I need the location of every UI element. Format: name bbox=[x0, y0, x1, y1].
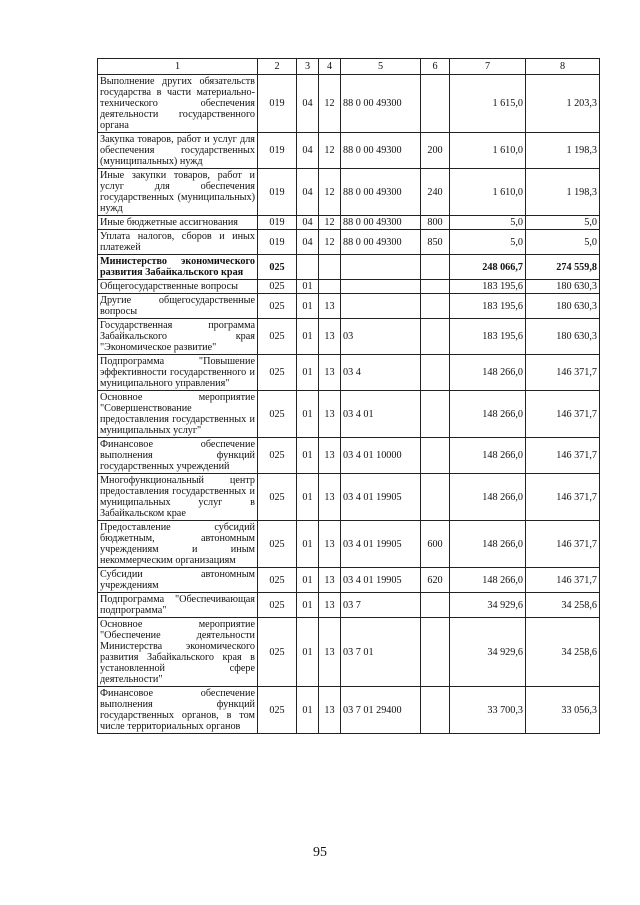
department-code-cell: 025 bbox=[258, 593, 297, 618]
amount-year1-cell: 148 266,0 bbox=[450, 474, 526, 521]
amount-year1-cell: 148 266,0 bbox=[450, 521, 526, 568]
department-code-cell: 025 bbox=[258, 280, 297, 294]
target-article-cell bbox=[341, 294, 421, 319]
section-code-cell: 01 bbox=[297, 687, 319, 734]
target-article-cell: 03 4 01 19905 bbox=[341, 521, 421, 568]
subsection-code-cell: 12 bbox=[319, 169, 341, 216]
table-row bbox=[98, 355, 600, 391]
section-code-cell: 01 bbox=[297, 474, 319, 521]
expense-type-cell bbox=[421, 255, 450, 280]
table-row bbox=[98, 230, 600, 255]
amount-year1-cell: 1 610,0 bbox=[450, 169, 526, 216]
section-code-cell: 04 bbox=[297, 169, 319, 216]
expense-type-cell bbox=[421, 593, 450, 618]
expense-name-cell: Министерство экономического развития Забайкальского края bbox=[98, 255, 258, 280]
expense-type-cell bbox=[421, 75, 450, 133]
expense-name-cell: Предоставление субсидий бюджетным, автономным учреждениям и иным некоммерческим организациям bbox=[98, 521, 258, 568]
target-article-cell: 88 0 00 49300 bbox=[341, 75, 421, 133]
section-code-cell: 04 bbox=[297, 230, 319, 255]
expense-name-cell: Другие общегосударственные вопросы bbox=[98, 294, 258, 319]
expense-type-cell bbox=[421, 474, 450, 521]
table-row bbox=[98, 280, 600, 294]
expense-type-cell bbox=[421, 618, 450, 687]
section-code-cell: 01 bbox=[297, 593, 319, 618]
target-article-cell: 03 bbox=[341, 319, 421, 355]
table-row bbox=[98, 474, 600, 521]
table-row bbox=[98, 438, 600, 474]
expense-type-cell: 800 bbox=[421, 216, 450, 230]
target-article-cell bbox=[341, 280, 421, 294]
subsection-code-cell: 13 bbox=[319, 521, 341, 568]
department-code-cell: 025 bbox=[258, 255, 297, 280]
expense-name-cell: Иные закупки товаров, работ и услуг для обеспечения государственных (муниципальных) нужд bbox=[98, 169, 258, 216]
subsection-code-cell: 13 bbox=[319, 568, 341, 593]
department-code-cell: 025 bbox=[258, 474, 297, 521]
target-article-cell: 03 4 01 19905 bbox=[341, 474, 421, 521]
expense-name-cell: Субсидии автономным учреждениям bbox=[98, 568, 258, 593]
section-code-cell: 04 bbox=[297, 133, 319, 169]
column-header: 1 bbox=[98, 59, 258, 75]
subsection-code-cell: 13 bbox=[319, 687, 341, 734]
target-article-cell: 03 7 bbox=[341, 593, 421, 618]
expense-type-cell bbox=[421, 438, 450, 474]
column-header: 8 bbox=[526, 59, 600, 75]
amount-year1-cell: 1 610,0 bbox=[450, 133, 526, 169]
target-article-cell: 03 4 01 19905 bbox=[341, 568, 421, 593]
column-header: 3 bbox=[297, 59, 319, 75]
table-header-row bbox=[98, 59, 600, 75]
section-code-cell bbox=[297, 255, 319, 280]
target-article-cell: 03 7 01 bbox=[341, 618, 421, 687]
subsection-code-cell: 13 bbox=[319, 319, 341, 355]
section-code-cell: 01 bbox=[297, 355, 319, 391]
expense-name-cell: Многофункциональный центр предоставления государственных и муниципальных услуг в Забайкальском крае bbox=[98, 474, 258, 521]
expense-name-cell: Подпрограмма "Повышение эффективности государственного и муниципального управления" bbox=[98, 355, 258, 391]
amount-year2-cell: 180 630,3 bbox=[526, 319, 600, 355]
expense-type-cell bbox=[421, 294, 450, 319]
table-row bbox=[98, 75, 600, 133]
table-row bbox=[98, 593, 600, 618]
department-code-cell: 025 bbox=[258, 355, 297, 391]
subsection-code-cell bbox=[319, 280, 341, 294]
table-row bbox=[98, 568, 600, 593]
column-header: 7 bbox=[450, 59, 526, 75]
amount-year1-cell: 183 195,6 bbox=[450, 319, 526, 355]
amount-year2-cell: 33 056,3 bbox=[526, 687, 600, 734]
amount-year2-cell: 1 198,3 bbox=[526, 133, 600, 169]
section-code-cell: 01 bbox=[297, 521, 319, 568]
department-code-cell: 019 bbox=[258, 230, 297, 255]
amount-year2-cell: 274 559,8 bbox=[526, 255, 600, 280]
table-row bbox=[98, 521, 600, 568]
amount-year1-cell: 248 066,7 bbox=[450, 255, 526, 280]
expense-type-cell bbox=[421, 280, 450, 294]
amount-year1-cell: 148 266,0 bbox=[450, 568, 526, 593]
table-row bbox=[98, 133, 600, 169]
target-article-cell: 88 0 00 49300 bbox=[341, 169, 421, 216]
department-code-cell: 025 bbox=[258, 568, 297, 593]
subsection-code-cell: 12 bbox=[319, 216, 341, 230]
expense-type-cell: 620 bbox=[421, 568, 450, 593]
department-code-cell: 025 bbox=[258, 391, 297, 438]
subsection-code-cell: 13 bbox=[319, 593, 341, 618]
table-row bbox=[98, 294, 600, 319]
amount-year2-cell: 146 371,7 bbox=[526, 521, 600, 568]
subsection-code-cell: 12 bbox=[319, 230, 341, 255]
expense-name-cell: Подпрограмма "Обеспечивающая подпрограмма" bbox=[98, 593, 258, 618]
amount-year1-cell: 183 195,6 bbox=[450, 294, 526, 319]
expense-type-cell: 240 bbox=[421, 169, 450, 216]
table-body bbox=[98, 75, 600, 734]
amount-year1-cell: 148 266,0 bbox=[450, 391, 526, 438]
target-article-cell: 03 7 01 29400 bbox=[341, 687, 421, 734]
table-row bbox=[98, 391, 600, 438]
amount-year2-cell: 34 258,6 bbox=[526, 618, 600, 687]
department-code-cell: 025 bbox=[258, 687, 297, 734]
amount-year2-cell: 5,0 bbox=[526, 230, 600, 255]
department-code-cell: 019 bbox=[258, 169, 297, 216]
amount-year2-cell: 34 258,6 bbox=[526, 593, 600, 618]
target-article-cell: 03 4 bbox=[341, 355, 421, 391]
department-code-cell: 025 bbox=[258, 521, 297, 568]
subsection-code-cell: 13 bbox=[319, 294, 341, 319]
department-code-cell: 025 bbox=[258, 294, 297, 319]
expense-name-cell: Общегосударственные вопросы bbox=[98, 280, 258, 294]
amount-year2-cell: 146 371,7 bbox=[526, 355, 600, 391]
expense-type-cell: 850 bbox=[421, 230, 450, 255]
amount-year1-cell: 5,0 bbox=[450, 230, 526, 255]
amount-year2-cell: 1 198,3 bbox=[526, 169, 600, 216]
subsection-code-cell: 12 bbox=[319, 133, 341, 169]
table-row bbox=[98, 169, 600, 216]
table-row bbox=[98, 255, 600, 280]
column-header: 6 bbox=[421, 59, 450, 75]
amount-year2-cell: 1 203,3 bbox=[526, 75, 600, 133]
section-code-cell: 04 bbox=[297, 216, 319, 230]
department-code-cell: 019 bbox=[258, 75, 297, 133]
budget-table bbox=[97, 58, 600, 734]
column-header: 5 bbox=[341, 59, 421, 75]
expense-type-cell bbox=[421, 391, 450, 438]
subsection-code-cell: 13 bbox=[319, 474, 341, 521]
target-article-cell: 03 4 01 bbox=[341, 391, 421, 438]
amount-year2-cell: 180 630,3 bbox=[526, 294, 600, 319]
column-header: 4 bbox=[319, 59, 341, 75]
amount-year2-cell: 146 371,7 bbox=[526, 438, 600, 474]
expense-name-cell: Финансовое обеспечение выполнения функций государственных учреждений bbox=[98, 438, 258, 474]
amount-year1-cell: 34 929,6 bbox=[450, 593, 526, 618]
department-code-cell: 019 bbox=[258, 133, 297, 169]
subsection-code-cell bbox=[319, 255, 341, 280]
amount-year2-cell: 146 371,7 bbox=[526, 568, 600, 593]
amount-year1-cell: 183 195,6 bbox=[450, 280, 526, 294]
expense-type-cell bbox=[421, 687, 450, 734]
expense-type-cell: 600 bbox=[421, 521, 450, 568]
table-row bbox=[98, 618, 600, 687]
column-header: 2 bbox=[258, 59, 297, 75]
target-article-cell: 88 0 00 49300 bbox=[341, 133, 421, 169]
amount-year2-cell: 180 630,3 bbox=[526, 280, 600, 294]
table-row bbox=[98, 319, 600, 355]
expense-name-cell: Основное мероприятие "Совершенствование предоставления государственных и муниципальных услуг" bbox=[98, 391, 258, 438]
subsection-code-cell: 12 bbox=[319, 75, 341, 133]
amount-year1-cell: 33 700,3 bbox=[450, 687, 526, 734]
expense-type-cell bbox=[421, 319, 450, 355]
department-code-cell: 025 bbox=[258, 319, 297, 355]
subsection-code-cell: 13 bbox=[319, 355, 341, 391]
subsection-code-cell: 13 bbox=[319, 391, 341, 438]
subsection-code-cell: 13 bbox=[319, 618, 341, 687]
section-code-cell: 04 bbox=[297, 75, 319, 133]
expense-name-cell: Уплата налогов, сборов и иных платежей bbox=[98, 230, 258, 255]
department-code-cell: 025 bbox=[258, 438, 297, 474]
target-article-cell: 88 0 00 49300 bbox=[341, 216, 421, 230]
target-article-cell bbox=[341, 255, 421, 280]
section-code-cell: 01 bbox=[297, 438, 319, 474]
section-code-cell: 01 bbox=[297, 391, 319, 438]
section-code-cell: 01 bbox=[297, 294, 319, 319]
expense-type-cell: 200 bbox=[421, 133, 450, 169]
expense-type-cell bbox=[421, 355, 450, 391]
amount-year2-cell: 5,0 bbox=[526, 216, 600, 230]
expense-name-cell: Финансовое обеспечение выполнения функций государственных органов, в том числе территориальных органов bbox=[98, 687, 258, 734]
amount-year1-cell: 1 615,0 bbox=[450, 75, 526, 133]
amount-year1-cell: 5,0 bbox=[450, 216, 526, 230]
target-article-cell: 88 0 00 49300 bbox=[341, 230, 421, 255]
subsection-code-cell: 13 bbox=[319, 438, 341, 474]
table-row bbox=[98, 216, 600, 230]
department-code-cell: 025 bbox=[258, 618, 297, 687]
expense-name-cell: Выполнение других обязательств государства в части материально-технического обеспечения деятельности государственного органа bbox=[98, 75, 258, 133]
department-code-cell: 019 bbox=[258, 216, 297, 230]
amount-year2-cell: 146 371,7 bbox=[526, 391, 600, 438]
section-code-cell: 01 bbox=[297, 319, 319, 355]
table-row bbox=[98, 687, 600, 734]
expense-name-cell: Основное мероприятие "Обеспечение деятельности Министерства экономического развития Забайкальского края в установленной сфере деятельности" bbox=[98, 618, 258, 687]
amount-year1-cell: 148 266,0 bbox=[450, 355, 526, 391]
page-number: 95 bbox=[313, 845, 327, 860]
expense-name-cell: Закупка товаров, работ и услуг для обеспечения государственных (муниципальных) нужд bbox=[98, 133, 258, 169]
amount-year1-cell: 148 266,0 bbox=[450, 438, 526, 474]
expense-name-cell: Иные бюджетные ассигнования bbox=[98, 216, 258, 230]
section-code-cell: 01 bbox=[297, 568, 319, 593]
expense-name-cell: Государственная программа Забайкальского края "Экономическое развитие" bbox=[98, 319, 258, 355]
amount-year1-cell: 34 929,6 bbox=[450, 618, 526, 687]
target-article-cell: 03 4 01 10000 bbox=[341, 438, 421, 474]
amount-year2-cell: 146 371,7 bbox=[526, 474, 600, 521]
section-code-cell: 01 bbox=[297, 280, 319, 294]
section-code-cell: 01 bbox=[297, 618, 319, 687]
